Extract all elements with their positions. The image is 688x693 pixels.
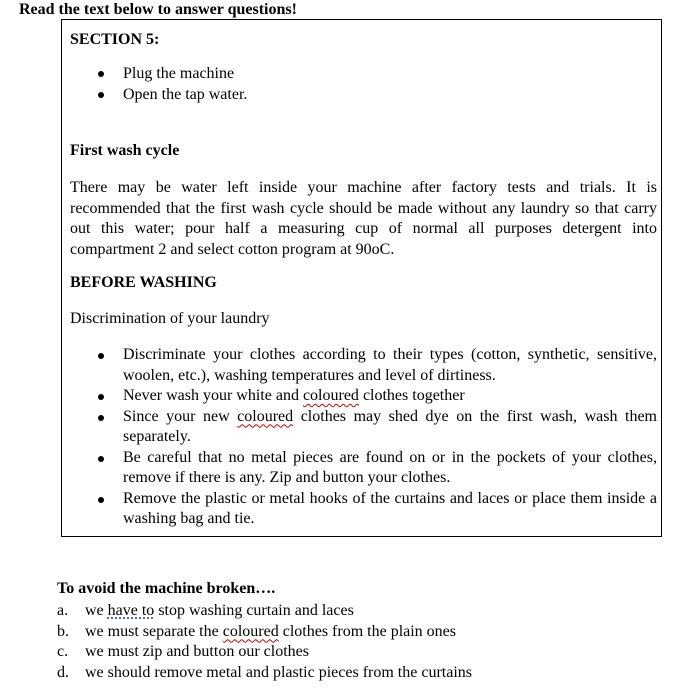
list-item-text: Remove the plastic or metal hooks of the curtains and laces or place them inside a washing bag and tie.: [123, 489, 657, 527]
list-item-text: Plug the machine: [123, 65, 235, 82]
laundry-subheading: Discrimination of your laundry: [70, 310, 270, 327]
list-item-text: Never wash your white and coloured clothes together: [123, 387, 465, 404]
option-text: we must zip and button our clothes: [85, 643, 309, 660]
option-letter: c.: [57, 643, 69, 660]
instruction-heading: Read the text below to answer questions!: [19, 1, 297, 18]
answer-option-a: a. we have to stop washing curtain and laces: [57, 601, 472, 622]
option-letter: d.: [57, 663, 69, 681]
bullet-icon: [98, 71, 104, 77]
answer-options-list: [57, 601, 472, 683]
laundry-rules-list: [62, 345, 657, 530]
bullet-icon: [98, 92, 104, 98]
grammar-flag: have to: [107, 602, 155, 619]
list-item-text: Open the tap water.: [123, 86, 248, 103]
list-item: [62, 63, 660, 84]
answer-option-c: [57, 642, 472, 663]
list-item: [62, 489, 657, 530]
list-item-text: Since your new coloured clothes may shed dye on the first wash, wash them separately.: [123, 407, 657, 445]
answer-option-b: b. we must separate the coloured clothes from the plain ones: [57, 622, 472, 643]
bullet-icon: [98, 456, 104, 462]
bullet-icon: [98, 353, 104, 359]
before-washing-heading: BEFORE WASHING: [70, 274, 217, 291]
bullet-icon: [98, 394, 104, 400]
spelling-flag: coloured: [222, 622, 279, 640]
list-item: [62, 448, 657, 489]
spelling-flag: coloured: [302, 387, 359, 404]
list-item: [62, 407, 657, 448]
option-letter: b.: [57, 622, 69, 640]
section-title: SECTION 5:: [70, 31, 160, 48]
spelling-flag: coloured: [237, 407, 294, 425]
list-item: [62, 84, 660, 105]
option-letter: a.: [57, 602, 69, 619]
bullet-icon: [98, 415, 104, 421]
option-text: we should remove metal and plastic pieces from the curtains: [85, 663, 472, 681]
reading-text-box: [61, 19, 662, 537]
list-item: [62, 345, 657, 386]
list-item: [62, 386, 657, 407]
first-wash-paragraph: There may be water left inside your machine after factory tests and trials. It is recommended that the first wash cycle should be made without any laundry so that carry out this water; pour half a measuring cup of normal all purposes detergent into compartment 2 and select cotton program at 90oC.: [70, 179, 657, 258]
bullet-icon: [98, 497, 104, 503]
list-item-text: Be careful that no metal pieces are found on or in the pockets of your clothes, remove if there is any. Zip and button your clothes.: [123, 448, 657, 486]
list-item-text: Discriminate your clothes according to their types (cotton, synthetic, sensitive, woolen, etc.), washing temperatures and level of dirtiness.: [123, 346, 657, 384]
question-title: To avoid the machine broken….: [57, 580, 276, 597]
first-wash-heading: First wash cycle: [70, 142, 180, 159]
answer-option-d: [57, 663, 472, 684]
setup-steps-list: [62, 63, 660, 105]
